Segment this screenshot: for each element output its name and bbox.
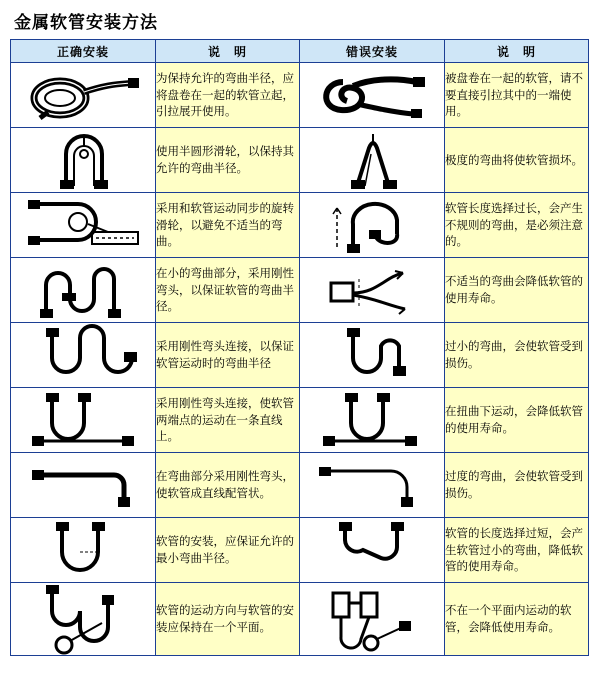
row-description: 极度的弯曲将使软管损坏。 [445,128,589,193]
same-plane-motion-icon [11,583,156,656]
different-plane-motion-icon [300,583,445,656]
semicircular-sheave-icon [11,128,156,193]
table-row [11,258,589,323]
row-description: 在小的弯曲部分，采用刚性弯头，以保证软管的弯曲半径。 [156,258,300,323]
row-description: 采用和软管运动同步的旋转滑轮，以避免不适当的弯曲。 [156,193,300,258]
row-description: 软管的长度选择过短，会产生软管过小的弯曲，降低软管的使用寿命。 [445,518,589,583]
table-row [11,323,589,388]
coiled-hose-pulled-icon [300,63,445,128]
header-correct-install: 正确安装 [11,40,156,63]
installation-methods-table [10,39,589,656]
table-header-row [11,40,589,63]
table-row [11,193,589,258]
irregular-long-hose-icon [300,193,445,258]
straight-pipe-elbow-icon [11,453,156,518]
coiled-hose-vertical-icon [11,63,156,128]
table-row [11,583,589,656]
minimum-bend-radius-icon [11,518,156,583]
rotating-sheave-chain-icon [11,193,156,258]
straight-line-motion-icon [11,388,156,453]
row-description: 使用半圆形滑轮，以保持其允许的弯曲半径。 [156,128,300,193]
rigid-elbow-connection-icon [11,323,156,388]
row-description: 在扭曲下运动，会降低软管的使用寿命。 [445,388,589,453]
table-row [11,388,589,453]
row-description: 不在一个平面内运动的软管，会降低使用寿命。 [445,583,589,656]
table-row [11,63,589,128]
table-row [11,518,589,583]
row-description: 采用刚性弯头连接，使软管两端点的运动在一条直线上。 [156,388,300,453]
row-description: 在弯曲部分采用刚性弯头，使软管成直线配管状。 [156,453,300,518]
too-long-hose-icon [300,518,445,583]
row-description: 采用刚性弯头连接，以保证软管运动时的弯曲半径 [156,323,300,388]
row-description: 不适当的弯曲会降低软管的使用寿命。 [445,258,589,323]
table-row [11,128,589,193]
header-description-2: 说 明 [445,40,589,63]
row-description: 被盘卷在一起的软管，请不要直接引拉其中的一端使用。 [445,63,589,128]
row-description: 软管的运动方向与软管的安装应保持在一个平面。 [156,583,300,656]
header-description-1: 说 明 [156,40,300,63]
too-small-bend-icon [300,323,445,388]
table-row [11,453,589,518]
row-description: 过小的弯曲，会使软管受到损伤。 [445,323,589,388]
row-description: 过度的弯曲，会使软管受到损伤。 [445,453,589,518]
sharp-bend-hose-icon [300,128,445,193]
excessive-bend-icon [300,453,445,518]
improper-bend-arrows-icon [300,258,445,323]
row-description: 软管长度选择过长，会产生不规则的弯曲，是必须注意的。 [445,193,589,258]
torsion-motion-icon [300,388,445,453]
header-wrong-install: 错误安装 [300,40,445,63]
row-description: 为保持允许的弯曲半径，应将盘卷在一起的软管立起，引拉展开使用。 [156,63,300,128]
row-description: 软管的安装，应保证允许的最小弯曲半径。 [156,518,300,583]
rigid-elbow-small-bend-icon [11,258,156,323]
page-title: 金属软管安装方法 [14,13,158,33]
